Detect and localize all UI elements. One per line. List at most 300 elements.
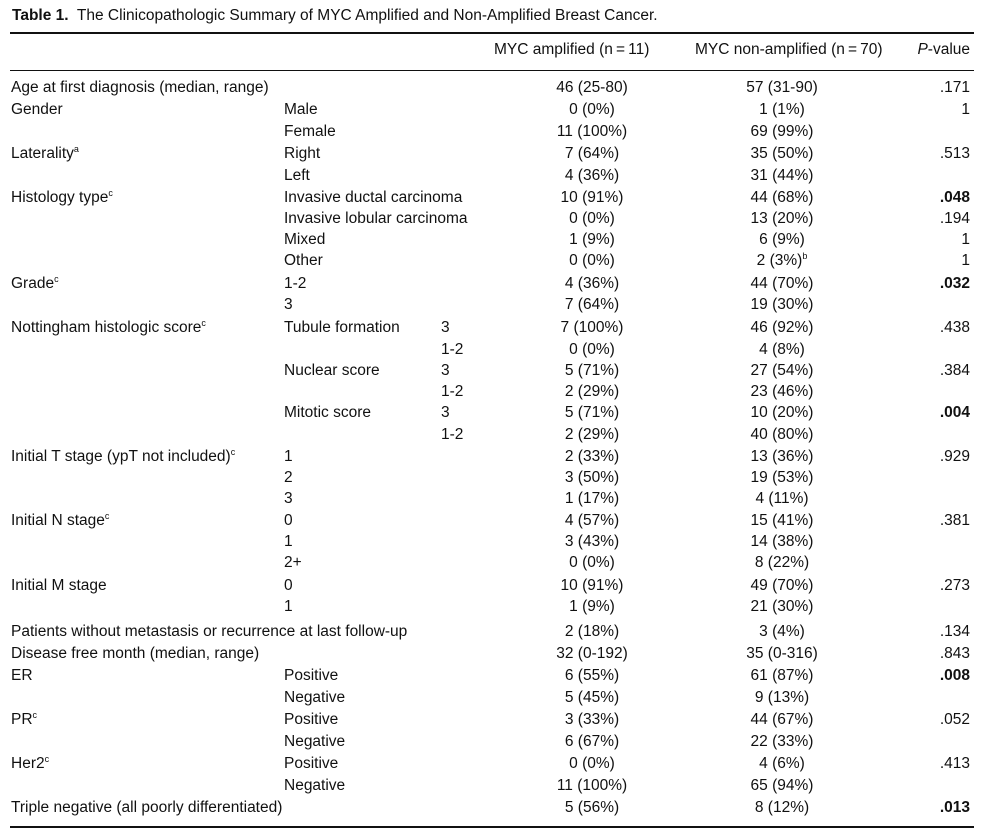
row-label-text: Gender [11,101,63,118]
cell-myc-non-amplified [712,575,852,596]
table-row [10,77,974,98]
header-p-italic: P [917,41,928,58]
cell-myc-amplified-text: 0 (0%) [569,210,615,227]
cell-myc-non-amplified-text: 44 (67%) [750,711,814,728]
row-category-text: 1-2 [284,275,307,292]
cell-p-value [940,621,970,642]
footnote-marker: c [230,447,236,457]
row-label-text: Age at first diagnosis (median, range) [11,79,269,96]
cell-myc-non-amplified-text: 1 (1%) [759,101,805,118]
cell-p-value-text: .134 [939,623,970,640]
row-label-text: PR [11,711,33,728]
row-label [11,273,59,294]
table-row [10,488,974,509]
row-category-text: 0 [284,512,293,529]
cell-myc-non-amplified-text: 9 (13%) [754,689,810,706]
row-label [11,753,49,774]
cell-myc-amplified [530,143,654,164]
cell-p-value [940,665,970,686]
row-category [284,596,293,617]
row-category [284,552,302,573]
table-row [10,596,974,617]
cell-myc-non-amplified [712,709,852,730]
row-label-text: Patients without metastasis or recurrence at last follow-up [11,623,408,640]
row-label [11,510,109,531]
row-category-text: Invasive ductal carcinoma [284,189,463,206]
cell-myc-amplified [530,665,654,686]
cell-myc-amplified-text: 5 (45%) [564,689,620,706]
cell-myc-non-amplified-text: 31 (44%) [750,167,814,184]
row-category [284,665,338,686]
cell-myc-non-amplified [712,339,852,360]
header-myc-non-amplified: MYC non-amplified (n = 70) [695,41,883,58]
cell-myc-non-amplified [712,552,852,573]
cell-p-value [940,709,970,730]
cell-p-value [940,643,970,664]
row-category-text: Positive [284,667,339,684]
cell-myc-amplified [530,446,654,467]
row-subcategory-text: 3 [441,362,450,379]
cell-myc-non-amplified [712,446,852,467]
cell-myc-amplified [530,77,654,98]
row-category-text: 2+ [284,554,302,571]
row-category-text: Negative [284,733,346,750]
cell-myc-non-amplified [712,208,852,229]
row-category [284,317,400,338]
table-row [10,381,974,402]
cell-myc-non-amplified-text: 44 (68%) [750,189,814,206]
row-label [11,575,107,596]
row-category [284,446,293,467]
footnote-marker: b [802,251,808,261]
cell-myc-non-amplified [712,187,852,208]
cell-myc-non-amplified [712,99,852,120]
cell-p-value [940,317,970,338]
cell-myc-non-amplified [712,531,852,552]
row-category-text: Mitotic score [284,404,371,421]
row-label-text: Laterality [11,145,74,162]
row-category [284,208,468,229]
table-row [10,446,974,467]
cell-myc-amplified [530,687,654,708]
cell-myc-non-amplified-text: 13 (36%) [750,448,814,465]
cell-p-value [940,446,970,467]
cell-myc-non-amplified-text: 8 (12%) [754,799,810,816]
cell-p-value [940,143,970,164]
cell-myc-amplified-text: 10 (91%) [560,189,624,206]
table-row [10,339,974,360]
row-label-text: Her2 [11,755,45,772]
cell-myc-amplified [530,381,654,402]
row-category-text: Nuclear score [284,362,380,379]
table-row [10,467,974,488]
row-category-text: Female [284,123,336,140]
cell-p-value-text: .438 [939,319,970,336]
row-label [11,317,206,338]
cell-p-value-text: .008 [939,667,970,684]
cell-p-value-text: .052 [939,711,970,728]
cell-myc-amplified [530,165,654,186]
cell-myc-non-amplified-text: 46 (92%) [750,319,814,336]
cell-myc-amplified [530,753,654,774]
cell-myc-amplified [530,467,654,488]
row-label-text: Disease free month (median, range) [11,645,260,662]
cell-myc-non-amplified-text: 27 (54%) [750,362,814,379]
cell-myc-amplified [530,99,654,120]
cell-p-value-text: 1 [961,252,970,269]
cell-myc-non-amplified-text: 69 (99%) [750,123,814,140]
header-p-rest: -value [927,41,970,58]
table-row [10,687,974,708]
row-label [11,709,37,730]
cell-p-value-text: .013 [939,799,970,816]
cell-myc-non-amplified-text: 4 (8%) [759,341,805,358]
cell-myc-amplified [530,294,654,315]
cell-myc-non-amplified-text: 6 (9%) [759,231,805,248]
table-row [10,709,974,730]
table-row [10,250,974,271]
data-table [10,0,974,834]
cell-myc-non-amplified [712,488,852,509]
cell-myc-amplified [530,424,654,445]
cell-myc-amplified-text: 5 (56%) [564,799,620,816]
cell-myc-non-amplified [712,775,852,796]
table-row [10,621,974,642]
row-subcategory [441,424,463,445]
row-subcategory [441,360,450,381]
table-row [10,360,974,381]
cell-myc-amplified-text: 1 (9%) [569,231,615,248]
table-row [10,775,974,796]
row-category-text: Negative [284,689,346,706]
cell-myc-non-amplified [712,731,852,752]
cell-myc-non-amplified [712,229,852,250]
cell-p-value-text: .381 [939,512,970,529]
table-row [10,643,974,664]
cell-myc-amplified-text: 2 (29%) [564,426,620,443]
cell-myc-non-amplified [712,621,852,642]
cell-myc-amplified-text: 7 (100%) [560,319,624,336]
cell-myc-amplified [530,488,654,509]
cell-myc-amplified [530,360,654,381]
table-row [10,424,974,445]
cell-myc-non-amplified-text: 57 (31-90) [746,79,818,96]
table-row [10,229,974,250]
row-label [11,187,113,208]
cell-myc-amplified-text: 1 (9%) [569,598,615,615]
cell-p-value [940,208,970,229]
row-category-text: Invasive lobular carcinoma [284,210,468,227]
cell-myc-non-amplified-text: 19 (53%) [750,469,814,486]
row-category [284,402,371,423]
cell-myc-non-amplified [712,643,852,664]
cell-myc-non-amplified [712,596,852,617]
cell-myc-non-amplified [712,250,852,271]
cell-p-value-text: .384 [939,362,970,379]
cell-myc-non-amplified-text: 3 (4%) [759,623,805,640]
cell-myc-non-amplified [712,665,852,686]
row-label-text: Initial M stage [11,577,107,594]
row-category-text: Mixed [284,231,326,248]
cell-myc-amplified [530,552,654,573]
row-label-text: Grade [11,275,55,292]
row-label [11,77,269,98]
row-subcategory-text: 3 [441,404,450,421]
table-row [10,797,974,818]
cell-myc-amplified-text: 3 (43%) [564,533,620,550]
cell-myc-non-amplified [712,687,852,708]
row-category [284,143,320,164]
cell-myc-amplified [530,339,654,360]
cell-myc-non-amplified-text: 35 (50%) [750,145,814,162]
table-row [10,402,974,423]
cell-myc-amplified-text: 5 (71%) [564,404,620,421]
cell-myc-amplified-text: 11 (100%) [556,123,628,140]
table-row [10,273,974,294]
cell-myc-non-amplified-text: 22 (33%) [750,733,814,750]
cell-myc-amplified [530,317,654,338]
cell-p-value [940,402,970,423]
cell-p-value [961,229,970,250]
cell-p-value [940,187,970,208]
cell-p-value [940,360,970,381]
cell-myc-amplified [530,250,654,271]
cell-p-value-text: .513 [939,145,970,162]
row-category-text: Right [284,145,321,162]
cell-myc-non-amplified-text: 23 (46%) [750,383,814,400]
table-row [10,731,974,752]
row-category [284,229,325,250]
cell-p-value-text: 1 [961,231,970,248]
row-category [284,731,345,752]
table-row [10,531,974,552]
cell-myc-non-amplified [712,165,852,186]
row-category [284,775,345,796]
cell-p-value-text: .194 [939,210,970,227]
cell-p-value-text: .413 [939,755,970,772]
cell-myc-amplified [530,596,654,617]
row-label-text: ER [11,667,33,684]
cell-myc-amplified [530,797,654,818]
row-category [284,99,318,120]
cell-p-value-text: .273 [939,577,970,594]
row-label-text: Nottingham histologic score [11,319,202,336]
cell-myc-non-amplified [712,402,852,423]
cell-myc-amplified-text: 32 (0-192) [556,645,628,662]
table-row [10,187,974,208]
footnote-marker: c [44,754,50,764]
table-row [10,552,974,573]
row-label-text: Initial T stage (ypT not included) [11,448,231,465]
cell-p-value-text: .032 [939,275,970,292]
row-label [11,665,33,686]
row-category-text: 1 [284,448,293,465]
cell-p-value [940,510,970,531]
header-p-value [917,39,970,60]
cell-myc-amplified-text: 1 (17%) [564,490,620,507]
footnote-marker: c [108,188,113,198]
row-subcategory-text: 3 [441,319,450,336]
cell-myc-non-amplified-text: 10 (20%) [750,404,814,421]
cell-myc-amplified-text: 0 (0%) [569,755,615,772]
row-category [284,531,293,552]
cell-myc-non-amplified-text: 21 (30%) [750,598,814,615]
cell-myc-amplified [530,531,654,552]
row-category [284,510,293,531]
row-category-text: Tubule formation [284,319,400,336]
cell-myc-amplified-text: 3 (33%) [564,711,620,728]
cell-p-value [961,99,970,120]
row-category [284,187,462,208]
row-category-text: Left [284,167,310,184]
cell-myc-non-amplified-text: 40 (80%) [750,426,814,443]
cell-myc-non-amplified [712,273,852,294]
cell-p-value-text: .171 [939,79,970,96]
cell-myc-amplified-text: 11 (100%) [556,777,628,794]
cell-myc-amplified [530,775,654,796]
row-label [11,446,235,467]
cell-myc-amplified [530,643,654,664]
cell-myc-non-amplified [712,121,852,142]
cell-myc-amplified [530,575,654,596]
table-row [10,208,974,229]
cell-myc-non-amplified-text: 35 (0-316) [746,645,818,662]
row-label-text: Triple negative (all poorly differentiated) [11,799,283,816]
cell-myc-amplified-text: 6 (67%) [564,733,620,750]
cell-myc-non-amplified-text: 2 (3%) [756,252,803,269]
table-row [10,165,974,186]
cell-p-value-text: .004 [939,404,970,421]
cell-myc-amplified-text: 0 (0%) [569,252,615,269]
row-category-text: 2 [284,469,293,486]
footnote-marker: c [104,511,110,521]
table-row [10,99,974,120]
table-row [10,510,974,531]
table-row [10,665,974,686]
cell-myc-amplified-text: 0 (0%) [569,341,615,358]
row-category-text: Other [284,252,323,269]
row-category [284,753,338,774]
cell-myc-non-amplified-text: 4 (11%) [755,490,809,507]
cell-p-value [940,797,970,818]
cell-myc-amplified [530,709,654,730]
cell-myc-amplified-text: 10 (91%) [560,577,624,594]
cell-myc-non-amplified [712,467,852,488]
row-category-text: 3 [284,490,293,507]
footnote-marker: c [32,710,38,720]
cell-myc-non-amplified [712,143,852,164]
row-subcategory-text: 1-2 [441,341,464,358]
table-row [10,294,974,315]
cell-myc-amplified [530,731,654,752]
cell-myc-non-amplified [712,797,852,818]
cell-myc-amplified [530,187,654,208]
table-row [10,317,974,338]
row-label [11,797,282,818]
row-category-text: Positive [284,755,339,772]
row-category [284,360,380,381]
cell-myc-amplified-text: 6 (55%) [564,667,620,684]
cell-myc-non-amplified-text: 19 (30%) [750,296,814,313]
cell-myc-non-amplified-text: 44 (70%) [750,275,814,292]
cell-p-value [940,273,970,294]
table-row [10,121,974,142]
row-category [284,687,345,708]
cell-p-value [961,250,970,271]
cell-myc-amplified [530,402,654,423]
footnote-marker: a [73,144,79,154]
row-label-text: Histology type [11,189,109,206]
cell-myc-amplified [530,229,654,250]
row-category-text: 1 [284,598,293,615]
cell-myc-non-amplified [712,77,852,98]
cell-myc-amplified-text: 3 (50%) [564,469,620,486]
cell-p-value-text: .843 [939,645,970,662]
cell-myc-amplified-text: 4 (36%) [564,167,620,184]
cell-myc-amplified-text: 46 (25-80) [556,79,628,96]
cell-p-value-text: .048 [939,189,970,206]
cell-myc-amplified-text: 0 (0%) [569,554,615,571]
row-subcategory [441,381,463,402]
row-category [284,121,336,142]
row-category [284,575,293,596]
cell-myc-amplified [530,273,654,294]
row-category [284,273,306,294]
cell-myc-amplified-text: 7 (64%) [564,296,620,313]
row-subcategory-text: 1-2 [441,383,464,400]
row-category-text: Negative [284,777,346,794]
cell-myc-amplified-text: 2 (18%) [564,623,620,640]
cell-myc-non-amplified-text: 8 (22%) [754,554,810,571]
row-category-text: 1 [284,533,293,550]
cell-p-value [940,575,970,596]
cell-myc-non-amplified [712,510,852,531]
row-category [284,488,293,509]
table-caption-text: The Clinicopathologic Summary of MYC Amplified and Non-Amplified Breast Cancer. [76,7,658,24]
cell-myc-non-amplified-text: 14 (38%) [750,533,814,550]
cell-myc-amplified [530,208,654,229]
row-category [284,467,293,488]
cell-myc-amplified [530,121,654,142]
table-row [10,575,974,596]
cell-p-value [940,77,970,98]
row-category [284,709,338,730]
row-label [11,643,259,664]
cell-myc-amplified-text: 7 (64%) [564,145,620,162]
cell-myc-non-amplified-text: 65 (94%) [750,777,814,794]
footnote-marker: c [201,318,206,328]
row-label [11,143,79,164]
row-category [284,165,310,186]
table-caption-label: Table 1. [12,7,69,24]
cell-p-value [940,753,970,774]
cell-myc-amplified-text: 2 (33%) [564,448,620,465]
row-subcategory-text: 1-2 [441,426,464,443]
cell-myc-non-amplified [712,424,852,445]
cell-p-value-text: .929 [939,448,970,465]
cell-myc-amplified-text: 4 (57%) [564,512,620,529]
table-row [10,753,974,774]
cell-myc-non-amplified-text: 4 (6%) [759,755,805,772]
row-category-text: Positive [284,711,339,728]
cell-p-value-text: 1 [961,101,970,118]
cell-myc-non-amplified [712,381,852,402]
row-category [284,294,293,315]
cell-myc-non-amplified [712,294,852,315]
cell-myc-non-amplified [712,360,852,381]
row-category-text: Male [284,101,318,118]
cell-myc-amplified-text: 2 (29%) [564,383,620,400]
